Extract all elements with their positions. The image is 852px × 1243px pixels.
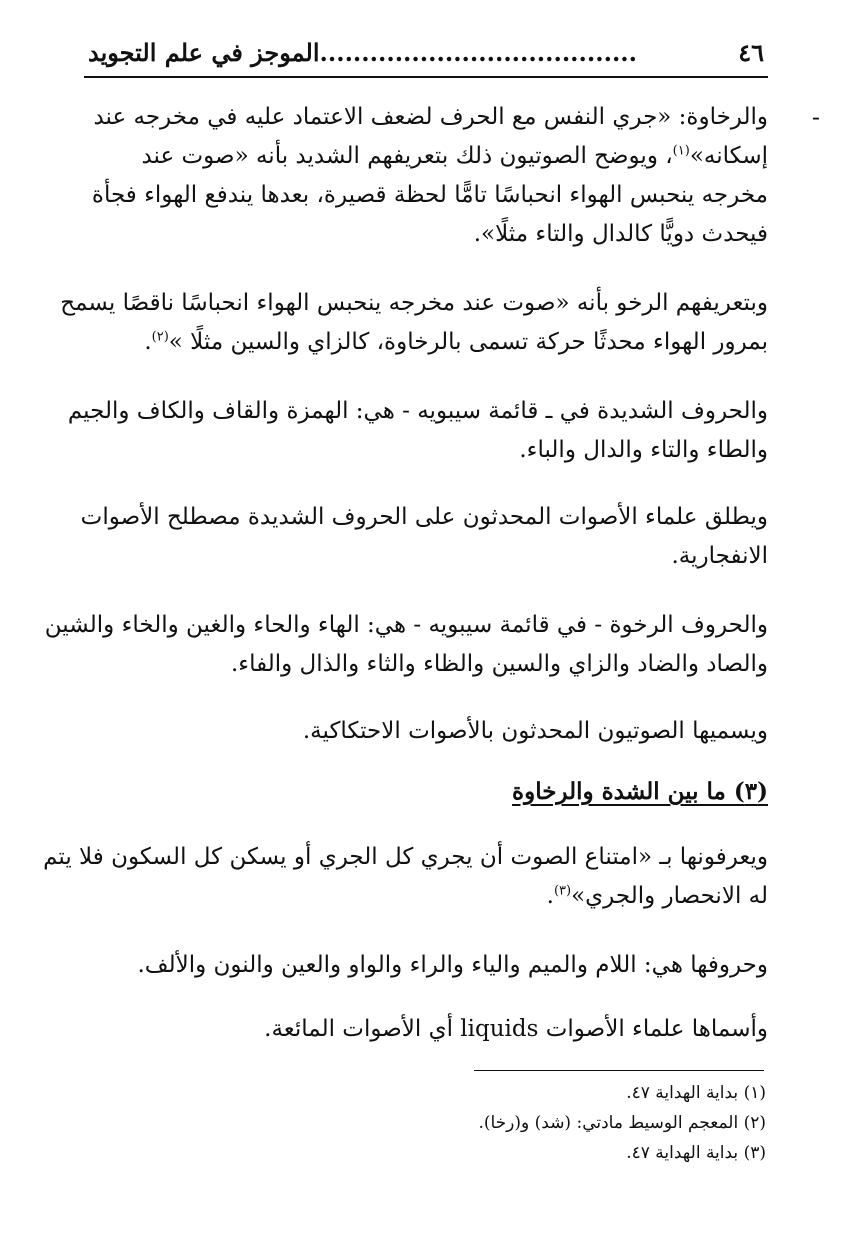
paragraph-rakhawa-definition: [76, 98, 820, 254]
text-line: والصاد والضاد والزاي والسين والظاء والثاء والذال والفاء.: [230, 651, 768, 677]
page-number: ٤٦: [738, 38, 764, 67]
paragraph-intermediate-letters: [76, 946, 768, 985]
paragraph-explosive-sounds: [76, 498, 768, 576]
paragraph-fricative-sounds: [76, 712, 768, 751]
footnote-marker: (٣): [553, 883, 572, 899]
text-line: وأسماها علماء الأصوات liquids أي الأصوات المائعة.: [264, 1016, 768, 1042]
text-line: والرخاوة: «جري النفس مع الحرف لضعف الاعتماد عليه في مخرجه عند: [93, 104, 768, 130]
text-segment: .: [144, 329, 152, 355]
text-line: الانفجارية.: [671, 543, 768, 569]
footnote-separator: [474, 1070, 764, 1071]
text-line: والحروف الشديدة في ـ قائمة سيبويه - هي: الهمزة والقاف والكاف والجيم: [67, 398, 768, 424]
text-line: ويعرفونها بـ «امتناع الصوت أن يجري كل الجري أو يسكن كل السكون فلا يتم: [43, 844, 768, 870]
footnote-3: (٣) بداية الهداية ٤٧.: [626, 1143, 766, 1163]
footnote-marker: (١): [672, 143, 690, 159]
section-heading: (٣) ما بين الشدة والرخاوة: [512, 778, 768, 805]
text-segment: له الانحصار والجري»: [571, 883, 768, 909]
text-line: ويسميها الصوتيون المحدثون بالأصوات الاحتكاكية.: [302, 718, 768, 744]
text-segment: .: [546, 883, 554, 909]
footnote-2: (٢) المعجم الوسيط مادتي: (شد) و(رخا).: [478, 1113, 766, 1133]
paragraph-rikhwa-letters: [44, 606, 768, 684]
text-line: وحروفها هي: اللام والميم والياء والراء والواو والعين والنون والألف.: [137, 952, 768, 978]
text-line: [76, 323, 768, 362]
page-header: [84, 36, 768, 78]
text-line: [76, 877, 768, 916]
text-line: والحروف الرخوة - في قائمة سيبويه - هي: الهاء والحاء والغين والخاء والشين: [44, 612, 768, 638]
text-line: فيحدث دويًّا كالدال والتاء مثلًا».: [473, 221, 768, 247]
paragraph-rikhw-definition: [60, 284, 768, 362]
text-line: مخرجه ينحبس الهواء انحباسًا تامًّا لحظة قصيرة، بعدها يندفع الهواء فجأة: [91, 182, 768, 208]
bullet-dash: -: [811, 103, 820, 131]
text-segment: ، ويوضح الصوتيون ذلك بتعريفهم الشديد بأنه «صوت عند: [141, 143, 673, 169]
text-line: والطاء والتاء والدال والباء.: [519, 437, 768, 463]
footnotes: [478, 1078, 766, 1168]
paragraph-liquids: [76, 1010, 768, 1049]
running-title: ......................................الموجز في علم التجويد: [88, 38, 638, 67]
footnote-marker: (٢): [151, 329, 169, 345]
footnote-1: (١) بداية الهداية ٤٧.: [626, 1083, 766, 1103]
text-segment: بمرور الهواء محدثًا حركة تسمى بالرخاوة، كالزاي والسين مثلًا »: [168, 329, 768, 355]
text-segment: إسكانه»: [689, 143, 768, 169]
text-line: وبتعريفهم الرخو بأنه «صوت عند مخرجه ينحبس الهواء انحباسًا ناقصًا يسمح: [60, 290, 768, 316]
text-line: [76, 137, 768, 176]
paragraph-shadida-letters: [67, 392, 768, 470]
paragraph-intermediate-definition: [43, 838, 768, 916]
text-line: ويطلق علماء الأصوات المحدثون على الحروف الشديدة مصطلح الأصوات: [80, 504, 768, 530]
